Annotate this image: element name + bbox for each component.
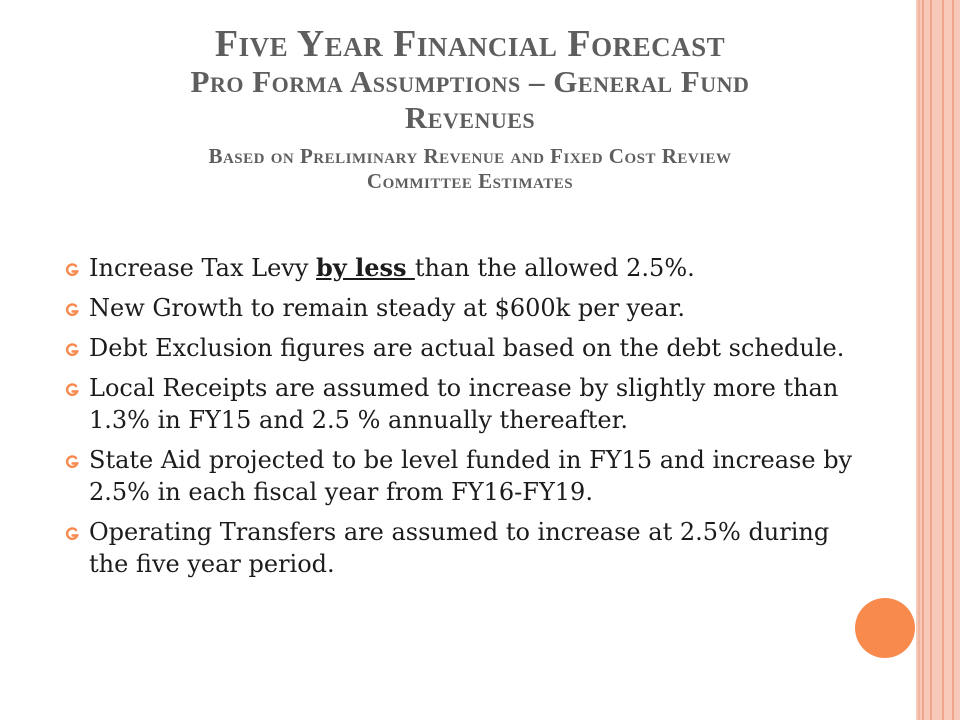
bullet-text: State Aid projected to be level funded in FY15 and increase by 2.5% in each fiscal year from FY16-FY19. [89, 446, 853, 506]
list-item [64, 292, 864, 324]
subtitle-line-2: Committee Estimates [366, 169, 574, 193]
hooked-bullet-icon [64, 302, 80, 318]
hooked-bullet-icon [64, 382, 80, 398]
list-item [64, 372, 864, 436]
border-stripe [930, 0, 932, 720]
hooked-bullet-icon [64, 262, 80, 278]
accent-circle-icon [855, 598, 915, 658]
border-stripe [922, 0, 924, 720]
title-line-3: Revenues [404, 100, 536, 135]
border-stripe [942, 0, 944, 720]
bullet-emphasis: by less [316, 253, 415, 282]
bullet-text-post: than the allowed 2.5%. [414, 254, 695, 282]
bullet-text: Local Receipts are assumed to increase by slightly more than 1.3% in FY15 and 2.5 % annually thereafter. [89, 374, 839, 434]
right-decorative-border [916, 0, 960, 720]
bullet-text-pre: Increase Tax Levy [89, 254, 317, 282]
title-line-2: Pro Forma Assumptions – General Fund [190, 64, 750, 99]
list-item [64, 444, 864, 508]
border-stripe [952, 0, 954, 720]
hooked-bullet-icon [64, 342, 80, 358]
list-item [64, 516, 864, 580]
hooked-bullet-icon [64, 454, 80, 470]
slide-title [40, 24, 900, 194]
subtitle-line-1: Based on Preliminary Revenue and Fixed Cost Review [208, 144, 732, 168]
bullet-text: Operating Transfers are assumed to increase at 2.5% during the five year period. [89, 518, 830, 578]
list-item [64, 332, 864, 364]
vertical-rule [918, 0, 920, 720]
list-item [64, 252, 864, 284]
bullet-text: New Growth to remain steady at $600k per year. [89, 294, 686, 322]
bullet-text: Debt Exclusion figures are actual based on the debt schedule. [89, 334, 845, 362]
assumption-list [64, 252, 864, 588]
title-line-1: Five Year Financial Forecast [214, 23, 726, 65]
hooked-bullet-icon [64, 526, 80, 542]
